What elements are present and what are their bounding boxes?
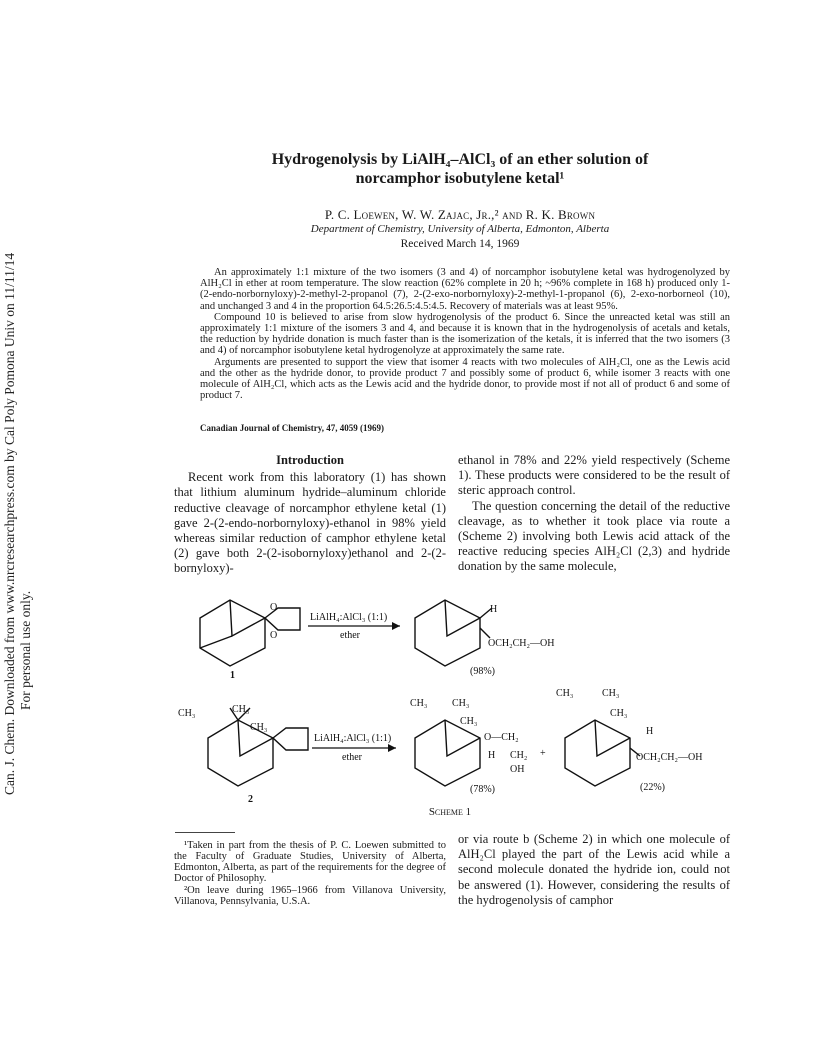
left-column xyxy=(174,453,446,577)
reaction-arrow-top xyxy=(308,622,400,630)
scheme-caption xyxy=(170,806,730,818)
footnote-rule xyxy=(175,832,235,833)
oxygen-label: O xyxy=(270,602,278,613)
yield-label: (78%) xyxy=(470,784,495,795)
affiliation: Department of Chemistry, University of Alberta, Edmonton, Alberta xyxy=(310,223,610,235)
received-date: Received March 14, 1969 xyxy=(400,238,520,250)
body-paragraph: ethanol in 78% and 22% yield respectively (Scheme 1). These products were considered to be the result of steric approach control. xyxy=(458,453,730,498)
author-list: P. C. Loewen, W. W. Zajac, Jr.,² and R. K. Brown xyxy=(324,207,596,222)
body-paragraph: Recent work from this laboratory (1) has shown that lithium aluminum hydride–aluminum chloride reductive cleavage of norcamphor ethylene ketal (1) gave 2-(2-endo-norbornyloxy)-ethanol in 98% yield whereas similar reduction of camphor ethylene ketal (2) gave both 2-(2-isobornyloxy)ethanol and 2-(2-bornyloxy)- xyxy=(174,470,446,576)
footnotes xyxy=(174,840,446,908)
methyl-label: CH₃ xyxy=(602,688,620,699)
compound-label-2: 2 xyxy=(248,794,253,805)
body-paragraph: The question concerning the detail of the reductive cleavage, as to whether it took place via route a (Scheme 2) involving both Lewis acid attack of the reactive reducing species AlH₂Cl (2,3) and hydride donation by the same molecule, xyxy=(458,498,730,574)
hydrogen-label: H xyxy=(646,726,654,737)
footnote: ¹Taken in part from the thesis of P. C. Loewen submitted to the Faculty of Graduate Studies, University of Alberta, Edmonton, Alberta, as part of the requirements for the degree of Doctor of Philosophy. xyxy=(174,840,446,884)
personal-use-notice: For personal use only. xyxy=(18,590,33,710)
hydrogen-label: H xyxy=(490,604,498,615)
body-paragraph: or via route b (Scheme 2) in which one molecule of AlH₂Cl played the part of the Lewis acid while a second molecule donated the hydride ion, could not be answered (1). However, considering the results of the hydrogenolysis of camphor xyxy=(458,832,730,907)
section-heading: Introduction xyxy=(276,453,344,467)
product-endo-structure xyxy=(415,600,492,666)
scheme-caption-text: Scheme 1 xyxy=(428,806,472,818)
methyl-label: CH₃ xyxy=(410,698,428,709)
title-line-2: norcamphor isobutylene ketal¹ xyxy=(355,170,565,187)
download-notice: Can. J. Chem. Downloaded from www.nrcresearchpress.com by Cal Poly Pomona Univ on 11/11/14 xyxy=(2,252,17,795)
reaction-scheme xyxy=(170,588,730,828)
yield-label: (98%) xyxy=(470,666,495,677)
ketal-1-structure xyxy=(200,600,300,666)
reagent-label: LiAlH₄:AlCl₃ (1:1) xyxy=(314,733,392,744)
methyl-label: CH₃ xyxy=(250,722,268,733)
methyl-label: CH₃ xyxy=(232,704,250,715)
right-column xyxy=(458,453,730,575)
product-bornyl-structure xyxy=(565,720,640,786)
methyl-label: CH₃ xyxy=(610,708,628,719)
footnote: ²On leave during 1965–1966 from Villanova University, Villanova, Pennsylvania, U.S.A. xyxy=(174,885,446,907)
right-column-bottom xyxy=(458,832,730,908)
compound-label-1: 1 xyxy=(230,670,235,681)
product-isobornyl-structure xyxy=(415,720,480,786)
hydrogen-label: H xyxy=(488,750,496,761)
ether-linkage: O—CH₂ xyxy=(484,732,519,743)
abstract xyxy=(200,267,730,401)
download-sidebar xyxy=(2,240,32,800)
product-substituent: OCH₂CH₂—OH xyxy=(488,638,555,649)
solvent-label: ether xyxy=(342,752,362,763)
journal-citation: Canadian Journal of Chemistry, 47, 4059 (1969) xyxy=(200,423,385,433)
reagent-label: LiAlH₄:AlCl₃ (1:1) xyxy=(310,612,388,623)
oxygen-label: O xyxy=(270,630,278,641)
hydroxyl-label: OH xyxy=(510,764,525,775)
methyl-label: CH₃ xyxy=(460,716,478,727)
methyl-label: CH₃ xyxy=(452,698,470,709)
ketal-2-structure xyxy=(208,708,308,786)
product-substituent: OCH₂CH₂—OH xyxy=(636,752,703,763)
authors xyxy=(200,207,720,223)
abstract-paragraph: An approximately 1:1 mixture of the two isomers (3 and 4) of norcamphor isobutylene ketal was hydrogenolyzed by AlH₂Cl in ether at room temperature. The slow reaction (62% complete in 20 h; ~96% complete in 168 h) produced only 1-(2-endo-norbornyloxy)-2-methyl-2-propanol (7), 2-(2-exo-norbornyloxy)-2-methyl-1-propanol (6), 2-exo-norborneol (10), and unchanged 3 and 4 in the proportion 64.5:26.5:4.5:4.5. Recovery of materials was at least 95%. xyxy=(200,267,730,312)
methylene-label: CH₂ xyxy=(510,750,528,761)
abstract-paragraph: Arguments are presented to support the view that isomer 4 reacts with two molecules of AlH₂Cl, one as the Lewis acid and the other as the hydride donor, to provide product 7 and possibly some of product 6, while isomer 3 reacts with one molecule of AlH₂Cl, which acts as the Lewis acid and the hydride donor, to provide most if not all of product 6 and some of product 7. xyxy=(200,356,730,402)
scheme-1-figure xyxy=(170,588,730,828)
reaction-arrow-bottom xyxy=(312,744,396,752)
plus-sign: + xyxy=(540,748,546,759)
methyl-label: CH₃ xyxy=(556,688,574,699)
solvent-label: ether xyxy=(340,630,360,641)
abstract-paragraph: Compound 10 is believed to arise from slow hydrogenolysis of the product 6. Since the unreacted ketal was still an approximately 1:1 mixture of the isomers 3 and 4, and because it is known that in the hydrogenolysis of acetals and ketals, the reduction by hydride donation is much faster than is the isomerization of the ketals, it is inferred that the two isomers (3 and 4) of norcamphor isobutylene ketal hydrogenolyze at approximately the same rate. xyxy=(200,311,730,357)
title-line-1: Hydrogenolysis by LiAlH₄–AlCl₃ of an ether solution of xyxy=(271,151,649,168)
yield-label: (22%) xyxy=(640,782,665,793)
methyl-label: CH₃ xyxy=(178,708,196,719)
article-title xyxy=(200,150,720,188)
